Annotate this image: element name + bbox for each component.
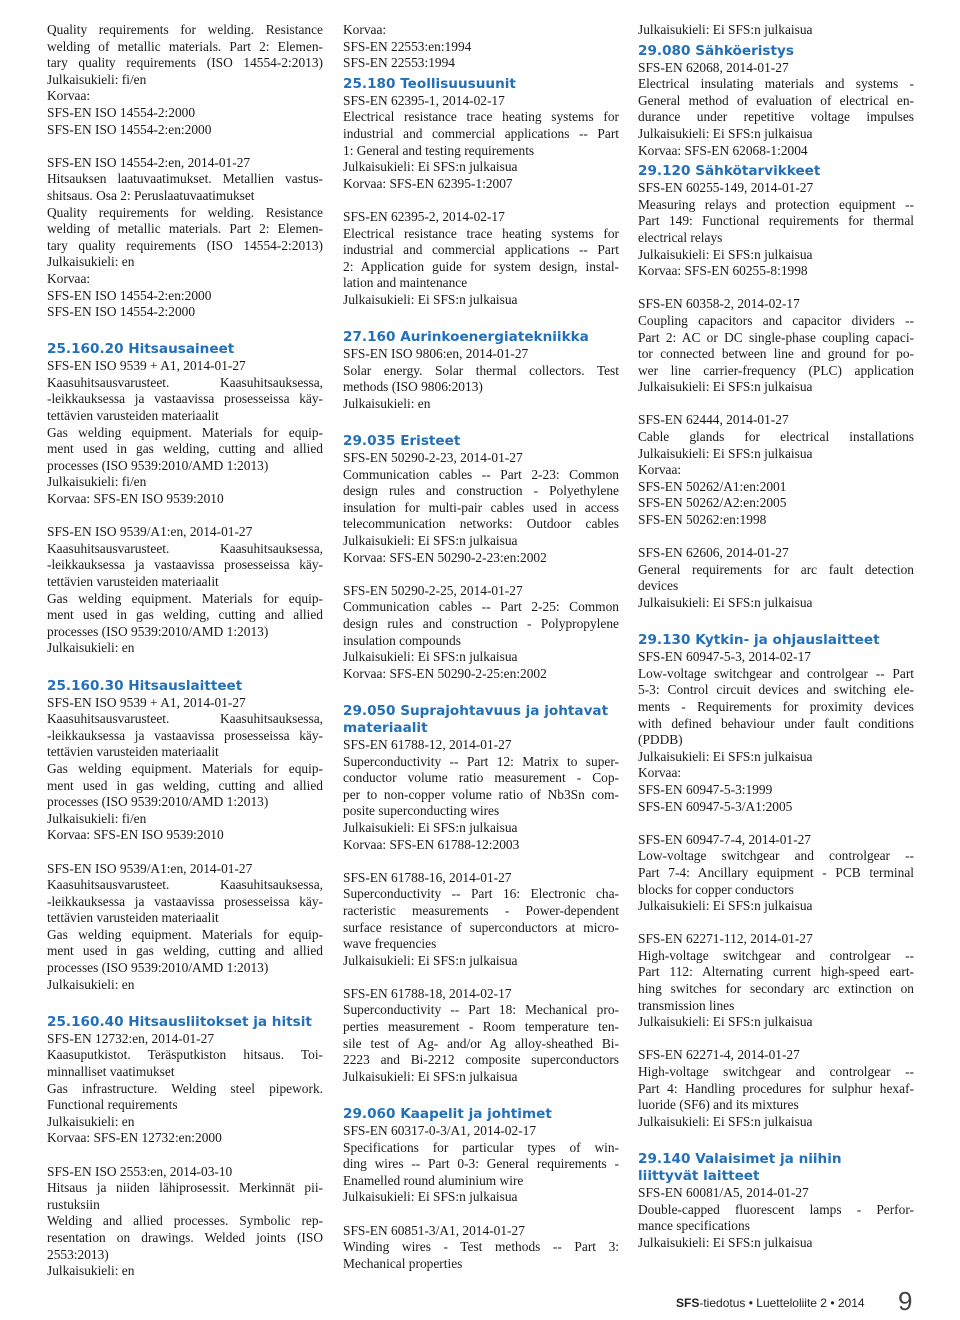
text-line: Enamelled round aluminium wire (343, 1172, 524, 1188)
spacer (47, 321, 323, 338)
text-line: ment used in gas welding, cutting and allied (47, 441, 323, 457)
text-line: ment used in gas welding, cutting and allied (47, 943, 323, 959)
text-line: (PDDB) (638, 732, 683, 748)
footer-bullet: • (748, 1296, 753, 1310)
text-line: Superconductivity -- Part 12: Matrix to super- (343, 753, 619, 769)
text-line: SFS-EN ISO 14554-2:en, 2014-01-27 (47, 154, 251, 170)
text-line: processes (ISO 9539:2010/AMD 1:2013) (47, 960, 269, 976)
text-line: Quality requirements for welding. Resistance (47, 22, 323, 37)
text-line: Julkaisukieli: fi/en (47, 810, 147, 826)
text-line: SFS-EN 62068, 2014-01-27 (638, 59, 789, 75)
text-line: surface resistance of superconductors at micro- (343, 919, 619, 935)
standard-entry (343, 22, 619, 72)
section-heading: 29.140 Valaisimet ja niihin (638, 1151, 842, 1167)
page-number: 9 (898, 1286, 913, 1316)
standard-entry (47, 358, 323, 507)
standard-entry (343, 737, 619, 853)
text-line: tor connected between line and ground for po- (638, 346, 914, 362)
standard-entry (343, 450, 619, 566)
text-line: welding of metallic materials. Part 2: Elemen- (47, 38, 323, 54)
column-3 (638, 22, 914, 1251)
text-line: Julkaisukieli: en (47, 640, 135, 656)
text-line: 2: Application guide for system design, instal- (343, 258, 619, 274)
text-line: 5-3: Control circuit devices and switching ele- (638, 682, 914, 698)
text-line: durance under repetitive voltage impulses (638, 109, 914, 125)
text-line: shitsaus. Osa 2: Peruslaatuvaatimukset (47, 187, 255, 203)
text-line: luoride (SF6) and its mixtures (638, 1097, 799, 1113)
standard-entry (343, 209, 619, 309)
text-line: SFS-EN ISO 9539 + A1, 2014-01-27 (47, 694, 246, 710)
spacer (638, 612, 914, 629)
text-line: 2553:2013) (47, 1246, 109, 1262)
text-line: Gas welding equipment. Materials for equip- (47, 926, 323, 942)
text-line: SFS-EN 50262/A1:en:2001 (638, 478, 787, 494)
text-line: Winding wires - Test methods -- Part 3: (343, 1239, 619, 1255)
text-line: SFS-EN 50290-2-25, 2014-01-27 (343, 582, 523, 598)
text-line: SFS-EN ISO 9539/A1:en, 2014-01-27 (47, 860, 253, 876)
section-heading: 29.120 Sähkötarvikkeet (638, 163, 821, 180)
text-line: Welding and allied processes. Symbolic rep- (47, 1213, 323, 1229)
text-line: racteristic measurements - Power-dependent (343, 902, 619, 918)
text-line: processes (ISO 9539:2010/AMD 1:2013) (47, 794, 269, 810)
spacer (343, 969, 619, 986)
text-line: hing switches for secondary arc extinction on (638, 981, 914, 997)
text-line: Julkaisukieli: en (47, 1263, 135, 1279)
text-line: devices (638, 578, 679, 594)
text-line: SFS-EN 61788-18, 2014-02-17 (343, 985, 512, 1001)
standard-entry (638, 412, 914, 528)
standard-entry (343, 1123, 619, 1206)
text-line: -leikkauksessa ja vastaavissa prosesseissa käy- (47, 557, 323, 573)
text-line: SFS-EN ISO 9539 + A1, 2014-01-27 (47, 358, 246, 374)
text-line: SFS-EN 12732:en, 2014-01-27 (47, 1030, 215, 1046)
standard-entry (638, 22, 914, 39)
text-line: SFS-EN 60081/A5, 2014-01-27 (638, 1185, 809, 1200)
spacer (638, 815, 914, 832)
text-line: Korvaa: (47, 88, 91, 104)
spacer (638, 396, 914, 413)
text-line: SFS-EN 60358-2, 2014-02-17 (638, 296, 800, 312)
text-line: wer line carrier-frequency (PLC) application (638, 362, 914, 378)
text-line: Korvaa: (47, 270, 91, 286)
text-line: High-voltage switchgear and controlgear -- (638, 1064, 914, 1080)
text-line: sile test of Ag- and/or Ag alloy-sheathed Bi- (343, 1035, 619, 1051)
text-line: SFS-EN 62271-112, 2014-01-27 (638, 931, 813, 947)
text-line: Julkaisukieli: Ei SFS:n julkaisua (638, 1113, 813, 1129)
column-2 (343, 22, 619, 1272)
text-line: -leikkauksessa ja vastaavissa prosesseissa käy- (47, 391, 323, 407)
spacer (47, 1147, 323, 1164)
standard-entry (638, 931, 914, 1031)
section-heading: 25.160.20 Hitsausaineet (47, 341, 235, 358)
text-line: Quality requirements for welding. Resistance (47, 204, 323, 220)
text-line: Kaasuhitsausvarusteet. Kaasuhitsauksessa, (47, 711, 323, 727)
text-line: design rules and construction - Polypropylene (343, 616, 619, 631)
text-line: Part 112: Alternating current high-speed eart- (638, 964, 914, 980)
text-line: Julkaisukieli: Ei SFS:n julkaisua (638, 1234, 813, 1250)
standard-entry (47, 155, 323, 321)
standard-entry (47, 1031, 323, 1147)
text-line: welding of metallic materials. Part 2: Elemen- (47, 221, 323, 237)
footer-year: 2014 (837, 1296, 865, 1310)
text-line: SFS-EN 61788-16, 2014-01-27 (343, 869, 512, 885)
text-line: Julkaisukieli: Ei SFS:n julkaisua (343, 291, 518, 307)
spacer (638, 280, 914, 297)
text-line: tettävien varusteiden materiaalit (47, 408, 219, 424)
text-line: Korvaa: SFS-EN 50290-2-25:en:2002 (343, 665, 547, 681)
text-line: SFS-EN 50262/A2:en:2005 (638, 495, 787, 511)
standard-entry (47, 524, 323, 657)
text-line: Julkaisukieli: Ei SFS:n julkaisua (343, 1189, 518, 1205)
text-line: Julkaisukieli: en (343, 395, 431, 411)
text-line: tettävien varusteiden materiaalit (47, 744, 219, 760)
text-line: Communication cables -- Part 2-23: Common (343, 466, 619, 482)
text-line: ments - Requirements for proximity devices (638, 698, 914, 714)
text-line: Coupling capacitors and capacitor dividers -- (638, 312, 914, 328)
text-line: perties measurement - Room temperature ten- (343, 1019, 619, 1035)
text-line: Superconductivity -- Part 18: Mechanical pro- (343, 1002, 619, 1018)
text-line: Low-voltage switchgear and controlgear -- Part (638, 665, 914, 681)
text-line: tettävien varusteiden materiaalit (47, 574, 219, 589)
text-line: Julkaisukieli: Ei SFS:n julkaisua (343, 819, 518, 835)
text-line: Julkaisukieli: Ei SFS:n julkaisua (343, 1068, 518, 1084)
standard-entry (47, 695, 323, 844)
text-line: Korvaa: SFS-EN 62068-1:2004 (638, 142, 808, 158)
standard-entry (343, 870, 619, 970)
text-line: Kaasuhitsausvarusteet. Kaasuhitsauksessa, (47, 877, 323, 893)
section-heading: 29.060 Kaapelit ja johtimet (343, 1106, 552, 1123)
standard-entry (638, 545, 914, 611)
text-line: SFS-EN 50262:en:1998 (638, 512, 767, 528)
text-line: blocks for copper conductors (638, 881, 794, 897)
standard-entry (638, 832, 914, 915)
spacer (343, 412, 619, 429)
text-line: Julkaisukieli: Ei SFS:n julkaisua (343, 952, 518, 968)
standard-entry (47, 1164, 323, 1280)
standard-entry (638, 649, 914, 815)
text-line: Gas welding equipment. Materials for equip- (47, 590, 323, 606)
standard-entry (47, 22, 323, 138)
text-line: Double-capped fluorescent lamps - Perfor- (638, 1201, 914, 1217)
text-line: SFS-EN ISO 9539/A1:en, 2014-01-27 (47, 524, 253, 540)
text-line: Electrical insulating materials and systems - (638, 76, 914, 92)
spacer (343, 1206, 619, 1223)
text-line: Electrical resistance trace heating systems for (343, 109, 619, 125)
text-line: SFS-EN 61788-12, 2014-01-27 (343, 736, 512, 752)
text-line: mance specifications (638, 1218, 750, 1234)
text-line: Kaasuhitsausvarusteet. Kaasuhitsauksessa, (47, 540, 323, 556)
text-line: Julkaisukieli: Ei SFS:n julkaisua (638, 595, 813, 610)
text-line: transmission lines (638, 997, 735, 1013)
text-line: Part 4: Handling procedures for sulphur hexaf- (638, 1080, 914, 1096)
text-line: Solar energy. Solar thermal collectors. Test (343, 362, 619, 378)
text-line: SFS-EN 60947-7-4, 2014-01-27 (638, 831, 811, 847)
standard-entry (638, 1185, 914, 1251)
text-line: SFS-EN 60947-5-3, 2014-02-17 (638, 649, 811, 665)
text-line: Korvaa: (638, 765, 682, 781)
spacer (343, 566, 619, 583)
text-line: insulation for multi-pair cables used in access (343, 499, 619, 515)
spacer (343, 309, 619, 326)
text-line: SFS-EN ISO 2553:en, 2014-03-10 (47, 1163, 233, 1179)
section-heading: 25.160.30 Hitsauslaitteet (47, 677, 243, 694)
text-line: Korvaa: (343, 22, 387, 37)
text-line: Part 7-4: Ancillary equipment - PCB terminal (638, 864, 914, 880)
text-line: Specifications for particular types of win- (343, 1139, 619, 1155)
text-line: SFS-EN 62271-4, 2014-01-27 (638, 1047, 800, 1063)
text-line: Julkaisukieli: Ei SFS:n julkaisua (638, 125, 813, 141)
text-line: minnalliset vaatimukset (47, 1064, 175, 1080)
text-line: Julkaisukieli: Ei SFS:n julkaisua (638, 1014, 813, 1030)
spacer (343, 1085, 619, 1102)
section-heading: 27.160 Aurinkoenergiatekniikka (343, 329, 589, 346)
text-line: SFS-EN ISO 14554-2:2000 (47, 104, 196, 120)
text-line: Gas infrastructure. Welding steel pipework. (47, 1080, 323, 1096)
text-line: SFS-EN 60947-5-3:1999 (638, 781, 773, 797)
standard-entry (343, 93, 619, 193)
text-line: SFS-EN 60255-149, 2014-01-27 (638, 180, 814, 196)
spacer (47, 657, 323, 674)
text-line: Julkaisukieli: en (47, 976, 135, 992)
text-line: SFS-EN 62395-2, 2014-02-17 (343, 208, 505, 224)
text-line: SFS-EN 22553:1994 (343, 55, 455, 71)
text-line: methods (ISO 9806:2013) (343, 379, 483, 395)
text-line: Julkaisukieli: Ei SFS:n julkaisua (638, 246, 813, 262)
text-line: High-voltage switchgear and controlgear -- (638, 947, 914, 963)
section-heading: 29.050 Suprajohtavuus ja johtavat (343, 702, 609, 719)
text-line: SFS-EN 60851-3/A1, 2014-01-27 (343, 1222, 525, 1238)
spacer (343, 853, 619, 870)
text-line: Cable glands for electrical installations (638, 429, 914, 445)
text-line: SFS-EN 50290-2-23, 2014-01-27 (343, 450, 523, 466)
standard-entry (343, 583, 619, 683)
text-line: Julkaisukieli: Ei SFS:n julkaisua (638, 22, 813, 37)
text-line: ding wires -- Part 0-3: General requirements - (343, 1156, 619, 1172)
text-line: Kaasuhitsausvarusteet. Kaasuhitsauksessa, (47, 374, 323, 390)
text-line: tary quality requirements (ISO 14554-2:2013) (47, 55, 323, 71)
standard-entry (343, 346, 619, 412)
text-line: Julkaisukieli: Ei SFS:n julkaisua (638, 379, 813, 395)
text-line: General requirements for arc fault detection (638, 561, 914, 577)
text-line: ment used in gas welding, cutting and allied (47, 777, 323, 793)
standard-entry (638, 1047, 914, 1130)
text-line: Korvaa: (638, 462, 682, 478)
text-line: Julkaisukieli: en (47, 1113, 135, 1129)
text-line: design rules and construction - Polyethylene (343, 483, 619, 499)
spacer (47, 844, 323, 861)
text-line: resentation on drawings. Welded joints (ISO (47, 1229, 323, 1245)
spacer (638, 529, 914, 546)
text-line: Gas welding equipment. Materials for equip- (47, 760, 323, 776)
text-line: Korvaa: SFS-EN 12732:en:2000 (47, 1130, 222, 1146)
text-line: Julkaisukieli: Ei SFS:n julkaisua (343, 649, 518, 665)
standard-entry (638, 296, 914, 396)
text-line: Julkaisukieli: Ei SFS:n julkaisua (638, 898, 813, 914)
text-line: SFS-EN 62395-1, 2014-02-17 (343, 92, 505, 108)
section-heading: 29.080 Sähköeristys (638, 42, 794, 59)
text-line: tary quality requirements (ISO 14554-2:2013) (47, 237, 323, 253)
standard-entry (343, 986, 619, 1086)
section-heading: liittyvät laitteet (638, 1168, 760, 1184)
text-line: SFS-EN ISO 14554-2:en:2000 (47, 287, 212, 303)
text-line: Low-voltage switchgear and controlgear -- (638, 848, 914, 864)
footer-bullet: • (830, 1296, 835, 1310)
column-1 (47, 22, 323, 1280)
text-line: per to non-copper volume ratio of Nb3Sn com- (343, 786, 619, 802)
text-line: Korvaa: SFS-EN 62395-1:2007 (343, 175, 513, 191)
text-line: -leikkauksessa ja vastaavissa prosesseissa käy- (47, 893, 323, 909)
text-line: Korvaa: SFS-EN 61788-12:2003 (343, 836, 520, 852)
text-line: Julkaisukieli: fi/en (47, 71, 147, 87)
text-line: Part 149: Functional requirements for thermal (638, 213, 914, 229)
text-line: Functional requirements (47, 1097, 178, 1113)
text-line: Electrical resistance trace heating systems for (343, 225, 619, 241)
text-line: Julkaisukieli: Ei SFS:n julkaisua (638, 445, 813, 461)
spacer (638, 1031, 914, 1048)
text-line: 2223 and Bi-2212 composite superconductors (343, 1052, 619, 1068)
section-heading: materiaalit (343, 719, 428, 736)
text-line: Measuring relays and protection equipment -- (638, 196, 914, 212)
text-line: Korvaa: SFS-EN 50290-2-23:en:2002 (343, 549, 547, 565)
text-line: Hitsaus ja niiden lähiprosessit. Merkinnät pii- (47, 1180, 323, 1196)
text-line: Korvaa: SFS-EN ISO 9539:2010 (47, 827, 224, 843)
text-line: with defined behaviour under fault conditions (638, 715, 914, 731)
text-line: Julkaisukieli: Ei SFS:n julkaisua (638, 748, 813, 764)
text-line: General method of evaluation of electrical en- (638, 92, 914, 108)
section-heading: 29.035 Eristeet (343, 433, 461, 450)
text-line: Korvaa: SFS-EN 60255-8:1998 (638, 263, 808, 279)
text-line: Julkaisukieli: fi/en (47, 474, 147, 490)
text-line: SFS-EN 60317-0-3/A1, 2014-02-17 (343, 1123, 537, 1139)
spacer (47, 993, 323, 1010)
text-line: wave frequencies (343, 936, 437, 952)
text-line: posite superconducting wires (343, 803, 500, 819)
standard-entry (343, 1223, 619, 1273)
text-line: SFS-EN 22553:en:1994 (343, 38, 472, 54)
text-line: Communication cables -- Part 2-25: Common (343, 599, 619, 615)
text-line: Julkaisukieli: en (47, 254, 135, 270)
spacer (343, 682, 619, 699)
footer-issue: Luetteloliite 2 (756, 1296, 827, 1310)
standard-entry (638, 60, 914, 160)
spacer (47, 138, 323, 155)
spacer (638, 1130, 914, 1147)
text-line: SFS-EN 62606, 2014-01-27 (638, 545, 789, 561)
text-line: 1: General and testing requirements (343, 142, 535, 158)
page-footer (676, 1286, 936, 1320)
spacer (47, 508, 323, 525)
text-line: Korvaa: SFS-EN ISO 9539:2010 (47, 491, 224, 507)
text-line: Julkaisukieli: Ei SFS:n julkaisua (343, 533, 518, 549)
spacer (638, 915, 914, 932)
section-heading: 25.160.40 Hitsausliitokset ja hitsit (47, 1013, 312, 1030)
text-line: Superconductivity -- Part 16: Electronic cha- (343, 886, 619, 902)
section-heading: 29.130 Kytkin- ja ohjauslaitteet (638, 632, 880, 649)
text-line: industrial and commercial applications -- Part (343, 125, 619, 141)
text-line: insulation compounds (343, 632, 461, 648)
text-line: processes (ISO 9539:2010/AMD 1:2013) (47, 457, 269, 473)
text-line: Hitsauksen laatuvaatimukset. Metallien vastus- (47, 171, 323, 187)
footer-brand-suffix: -tiedotus (699, 1296, 746, 1310)
text-line: Gas welding equipment. Materials for equip- (47, 424, 323, 440)
text-line: Mechanical properties (343, 1255, 463, 1271)
standard-entry (47, 861, 323, 994)
text-line: -leikkauksessa ja vastaavissa prosesseissa käy- (47, 727, 323, 743)
text-line: electrical relays (638, 229, 723, 245)
text-line: lation and maintenance (343, 275, 468, 291)
text-line: industrial and commercial applications -- Part (343, 242, 619, 258)
text-line: tettävien varusteiden materiaalit (47, 910, 219, 926)
standard-entry (638, 180, 914, 280)
text-line: SFS-EN ISO 14554-2:en:2000 (47, 121, 212, 137)
text-line: rustuksiin (47, 1196, 100, 1212)
footer-brand: SFS (676, 1296, 700, 1310)
text-line: processes (ISO 9539:2010/AMD 1:2013) (47, 623, 269, 639)
text-line: Part 2: AC or DC single-phase coupling capaci- (638, 329, 914, 345)
text-line: conductor volume ratio measurement - Cop- (343, 770, 619, 786)
text-line: telecommunication networks: Outdoor cables (343, 516, 619, 532)
section-heading: 25.180 Teollisuusuunit (343, 75, 516, 92)
text-line: SFS-EN ISO 14554-2:2000 (47, 304, 196, 320)
text-line: SFS-EN 62444, 2014-01-27 (638, 412, 789, 428)
text-line: SFS-EN 60947-5-3/A1:2005 (638, 798, 793, 814)
text-line: ment used in gas welding, cutting and allied (47, 607, 323, 623)
text-line: Kaasuputkistot. Teräsputkiston hitsaus. Toi- (47, 1047, 323, 1063)
text-line: Julkaisukieli: Ei SFS:n julkaisua (343, 159, 518, 175)
spacer (343, 192, 619, 209)
text-line: SFS-EN ISO 9806:en, 2014-01-27 (343, 346, 529, 362)
